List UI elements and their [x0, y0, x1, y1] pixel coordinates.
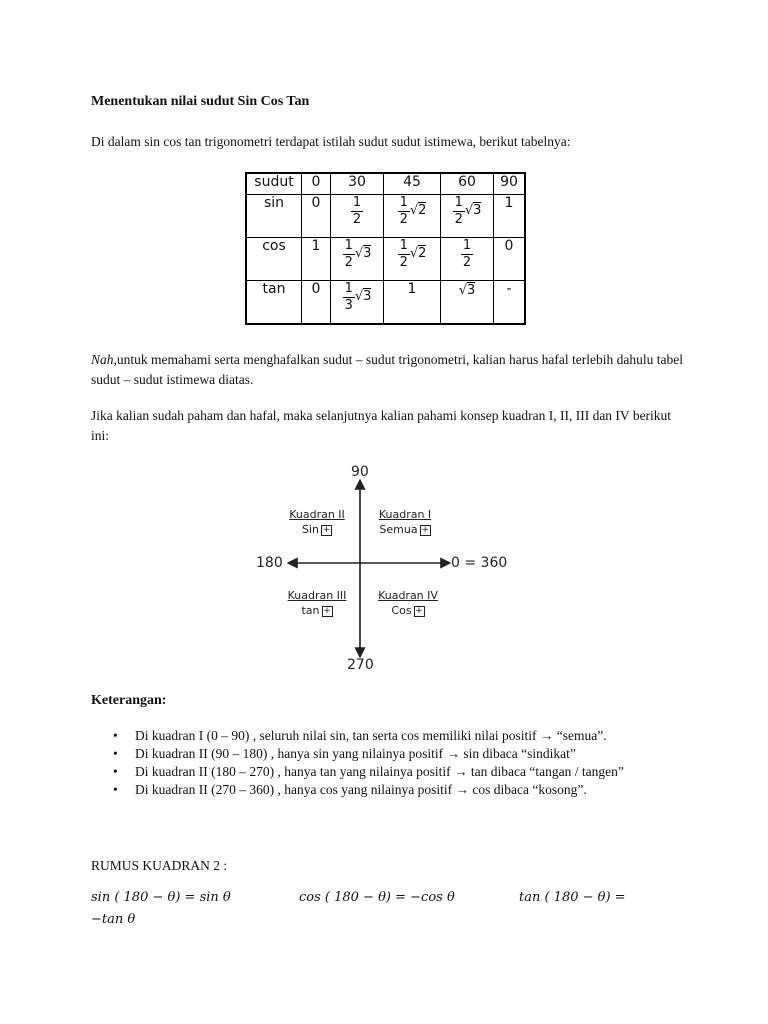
list-item: [91, 727, 651, 745]
table-header-cell: 45: [384, 173, 441, 195]
label-270: 270: [347, 657, 374, 673]
frac-num: 1: [344, 238, 353, 253]
keterangan-list: [91, 727, 651, 799]
quadrant-4: [368, 588, 448, 618]
radicand: 3: [363, 246, 372, 261]
table-cell: 0: [302, 281, 331, 325]
quadrant-1: [368, 507, 442, 537]
bullet-icon: •: [113, 764, 118, 779]
table-cell: [384, 238, 441, 281]
table-cell: [331, 195, 384, 238]
quadrant-diagram: [250, 460, 520, 680]
rumus-cos: cos ( 180 − θ) = −cos θ: [299, 890, 455, 905]
frac-num: 1: [454, 195, 463, 210]
table-cell: 1: [494, 195, 526, 238]
sqrt-symbol: √: [354, 289, 364, 304]
table-header-cell: 0: [302, 173, 331, 195]
rumus-tan: tan ( 180 − θ) =: [519, 890, 626, 905]
sqrt-symbol: √: [458, 283, 467, 298]
sqrt-symbol: √: [409, 246, 419, 261]
frac-den: 2: [454, 212, 463, 227]
sqrt-symbol: √: [409, 203, 419, 218]
nah-text: untuk memahami serta menghafalkan sudut – sudut trigonometri, kalian harus hafal terlebih dahulu tabel sudut – sudut istimewa diatas.: [91, 352, 683, 387]
rumus-tan-result: −tan θ: [91, 912, 136, 927]
plus-box-icon: +: [323, 605, 331, 616]
quadrant-name: Kuadran III: [287, 589, 347, 602]
frac-den: 2: [462, 255, 472, 270]
table-header-cell: 90: [494, 173, 526, 195]
table-header-cell: 60: [441, 173, 494, 195]
table-cell: [331, 281, 384, 325]
quadrant-name: Kuadran IV: [378, 589, 438, 602]
table-cell: [384, 195, 441, 238]
jika-paragraph: Jika kalian sudah paham dan hafal, maka selanjutnya kalian pahami konsep kuadran I, II, III dan IV berikut ini:: [91, 408, 672, 443]
list-item: [91, 745, 651, 763]
sqrt-symbol: √: [464, 203, 474, 218]
table-cell: [331, 238, 384, 281]
list-item: [91, 781, 651, 799]
table-cell: [441, 195, 494, 238]
page-title: Menentukan nilai sudut Sin Cos Tan: [91, 94, 310, 109]
nah-paragraph: [91, 350, 691, 390]
table-header-row: [246, 173, 525, 195]
frac-num: 1: [399, 195, 408, 210]
frac-den: 2: [399, 212, 408, 227]
frac-den: 2: [344, 255, 353, 270]
bullet-icon: •: [113, 728, 118, 743]
table-header-cell: 30: [331, 173, 384, 195]
quadrant-fn: Semua: [379, 523, 418, 536]
radicand: 3: [363, 289, 372, 304]
table-row: [246, 238, 525, 281]
bullet-icon: •: [113, 746, 118, 761]
radicand: 3: [473, 203, 482, 218]
quadrant-fn: Cos: [391, 604, 412, 617]
nah-italic: Nah,: [91, 352, 117, 367]
radicand: 2: [418, 203, 427, 218]
rumus-sin: sin ( 180 − θ) = sin θ: [91, 890, 231, 905]
sqrt-symbol: √: [354, 246, 364, 261]
list-item-text: Di kuadran I (0 – 90) , seluruh nilai sin, tan serta cos memiliki nilai positif → “semua”.: [135, 728, 607, 743]
table-row: [246, 195, 525, 238]
radicand: 2: [418, 246, 427, 261]
row-label: sin: [246, 195, 302, 238]
intro-paragraph: Di dalam sin cos tan trigonometri terdapat istilah sudut sudut istimewa, berikut tabelnya:: [91, 134, 571, 149]
trig-table: [245, 172, 526, 325]
quadrant-name: Kuadran I: [378, 508, 432, 521]
frac-num: 1: [399, 238, 408, 253]
table-row: [246, 281, 525, 325]
row-label: cos: [246, 238, 302, 281]
plus-box-icon: +: [421, 524, 429, 535]
label-90: 90: [351, 464, 369, 480]
plus-box-icon: +: [415, 605, 423, 616]
frac-den: 3: [344, 298, 353, 313]
bullet-icon: •: [113, 782, 118, 797]
frac-den: 2: [399, 255, 408, 270]
list-item-text: Di kuadran II (270 – 360) , hanya cos yang nilainya positif → cos dibaca “kosong”.: [135, 782, 587, 797]
frac-den: 2: [352, 212, 362, 227]
table-cell: [441, 238, 494, 281]
row-label: tan: [246, 281, 302, 325]
table-cell: 0: [302, 195, 331, 238]
table-cell: 1: [302, 238, 331, 281]
list-item: [91, 763, 651, 781]
frac-num: 1: [462, 238, 472, 253]
quadrant-fn: tan: [301, 604, 320, 617]
table-cell: 1: [384, 281, 441, 325]
table-header-cell: sudut: [246, 173, 302, 195]
list-item-text: Di kuadran II (180 – 270) , hanya tan yang nilainya positif → tan dibaca “tangan / tangen”: [135, 764, 624, 779]
table-cell: -: [494, 281, 526, 325]
quadrant-3: [280, 588, 354, 618]
quadrant-fn: Sin: [301, 523, 319, 536]
label-0-360: 0 = 360: [451, 555, 508, 571]
radicand: 3: [467, 283, 476, 298]
label-180: 180: [256, 555, 283, 571]
table-cell: 0: [494, 238, 526, 281]
quadrant-2: [280, 507, 354, 537]
table-cell: [441, 281, 494, 325]
keterangan-heading: Keterangan:: [91, 693, 167, 708]
frac-num: 1: [352, 195, 362, 210]
quadrant-name: Kuadran II: [289, 508, 345, 521]
list-item-text: Di kuadran II (90 – 180) , hanya sin yang nilainya positif → sin dibaca “sindikat”: [135, 746, 576, 761]
rumus-heading: RUMUS KUADRAN 2 :: [91, 858, 228, 873]
frac-num: 1: [344, 281, 353, 296]
plus-box-icon: +: [322, 524, 331, 535]
